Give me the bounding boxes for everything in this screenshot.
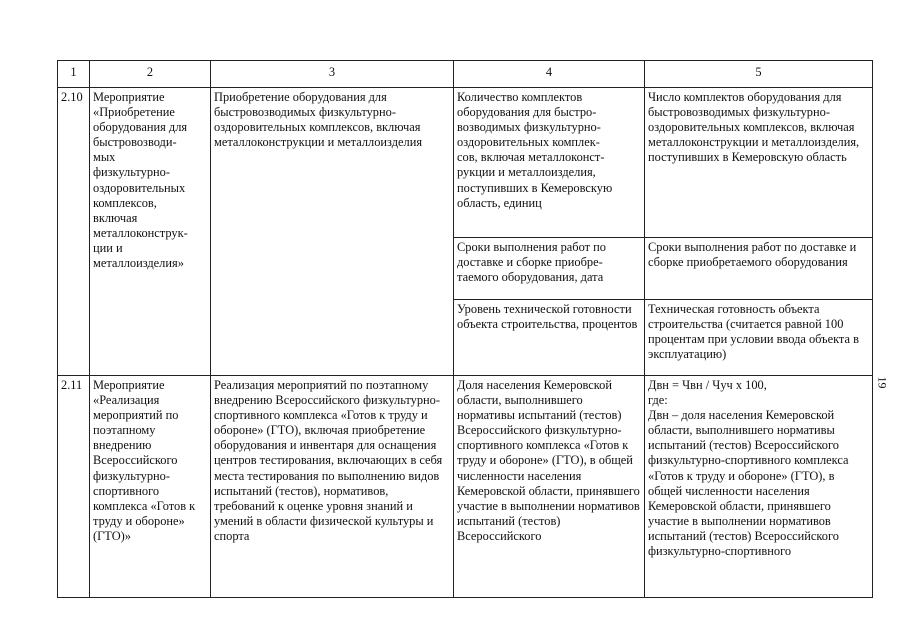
indicator-method: Число комплектов оборудования для быстровозводимых физкультурно-оздоровительных комплексов, включая металлоконструкции и металлоизделия, поступивших в Кемеровскую область xyxy=(645,88,873,238)
event-description: Реализация мероприятий по поэтапному внедрению Всероссийского физкультурно-спортивного комплекса «Готов к труду и обороне» (ГТО), включая приобретение оборудования и инвентаря для оснащения центров тестирования, включающих в себя места тестирования по выполнению видов испытаний (тестов), нормативов, требований к оценке уровня знаний и умений в области физической культуры и спорта xyxy=(211,376,454,598)
event-name: Мероприятие «Реализация мероприятий по поэтапному внедрению Всероссийского физкультурно-спортивного комплекса «Готов к труду и обороне» (ГТО)» xyxy=(90,376,211,598)
header-cell-1: 1 xyxy=(58,61,90,88)
table-row xyxy=(58,88,873,238)
header-row xyxy=(58,61,873,88)
indicator-method: Сроки выполнения работ по доставке и сборке приобретаемого оборудования xyxy=(645,238,873,300)
measures-table xyxy=(57,60,873,598)
header-cell-5: 5 xyxy=(645,61,873,88)
row-number: 2.11 xyxy=(58,376,90,598)
table-row xyxy=(58,376,873,598)
row-number: 2.10 xyxy=(58,88,90,376)
indicator-name: Уровень технической готовности объекта строительства, процентов xyxy=(454,300,645,376)
indicator-method: Двн = Чвн / Чуч х 100, где: Двн – доля населения Кемеровской области, выполнившего нормативы испытаний (тестов) Всероссийского физкультурно-спортивного комплекса «Готов к труду и обороне» (ГТО), в общей численности населения Кемеровской области, принявшего участие в выполнении нормативов испытаний (тестов) Всероссийского физкультурно-спортивного xyxy=(645,376,873,598)
event-description: Приобретение оборудования для быстровозводимых физкультурно-оздоровительных комплексов, включая металлоконструкции и металлоизделия xyxy=(211,88,454,376)
header-cell-4: 4 xyxy=(454,61,645,88)
indicator-name: Количество комплектов оборудования для быстро- возводимых физкультурно- оздоровительных комплек- сов, включая металлоконст- рукции и металлоизделия, поступивших в Кемеровскую область, единиц xyxy=(454,88,645,238)
event-name: Мероприятие «Приобретение оборудования для быстровозводи- мых физкультурно- оздоровительных комплексов, включая металлоконструк- ции и металлоизделия» xyxy=(90,88,211,376)
indicator-name: Доля населения Кемеровской области, выполнившего нормативы испытаний (тестов) Всероссийского физкультурно-спортивного комплекса «Готов к труду и обороне» (ГТО), в общей численности населения Кемеровской области, принявшего участие в выполнении нормативов испытаний (тестов) Всероссийского xyxy=(454,376,645,598)
header-cell-2: 2 xyxy=(90,61,211,88)
header-cell-3: 3 xyxy=(211,61,454,88)
indicator-name: Сроки выполнения работ по доставке и сборке приобре- таемого оборудования, дата xyxy=(454,238,645,300)
indicator-method: Техническая готовность объекта строительства (считается равной 100 процентам при условии ввода объекта в эксплуатацию) xyxy=(645,300,873,376)
page-number: 19 xyxy=(875,376,890,389)
